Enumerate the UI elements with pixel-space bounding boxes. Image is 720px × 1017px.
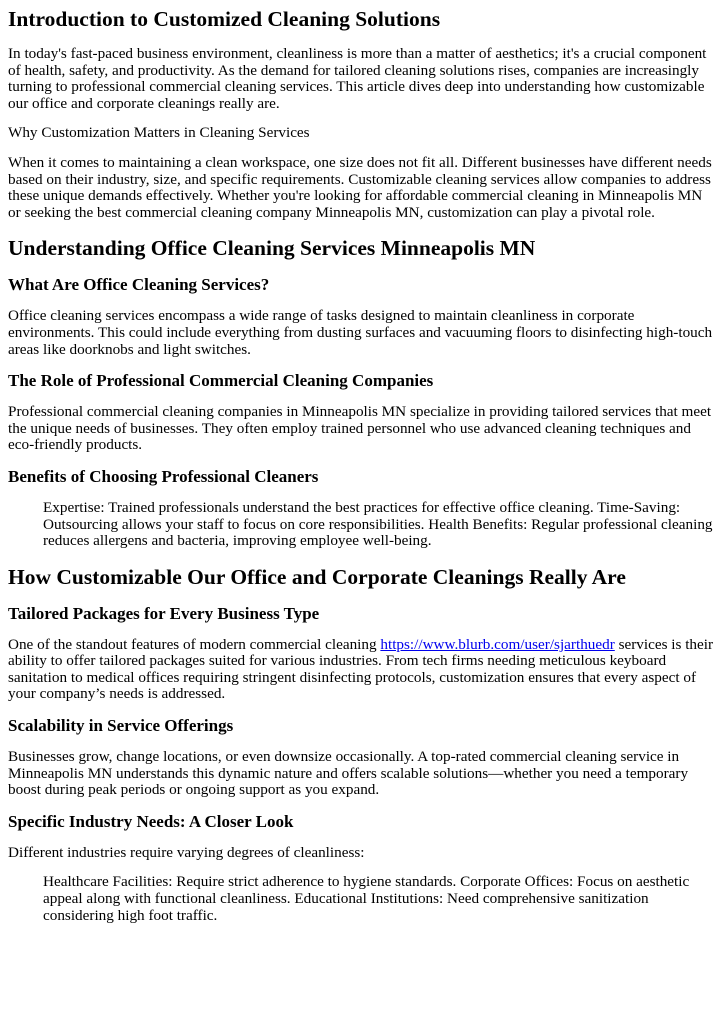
tailored-text-before: One of the standout features of modern commercial cleaning <box>8 635 381 653</box>
benefits-heading: Benefits of Choosing Professional Cleaners <box>8 466 319 486</box>
blurb-profile-link[interactable]: https://www.blurb.com/user/sjarthuedr <box>380 635 615 653</box>
scalability-heading: Scalability in Service Offerings <box>8 716 234 736</box>
benefits-list: Expertise: Trained professionals understand the best practices for effective office cleaning. Time-Saving: Outsourcing allows your staff to focus on core responsibilities. Health Benefits: Regular professional cleaning reduces allergens and bacteria, improving employee well-being. <box>43 498 713 550</box>
scalability-paragraph: Businesses grow, change locations, or even downsize occasionally. A top-rated commercial cleaning service in Minneapolis MN understands this dynamic nature and offers scalable solutions—whether you need a temporary boost during peak periods or ongoing support as you expand. <box>8 748 689 799</box>
what-are-paragraph: Office cleaning services encompass a wide range of tasks designed to maintain cleanliness in corporate environments. This could include everything from dusting surfaces and vacuuming floors to disinfecting high-touch areas like doorknobs and light switches. <box>8 307 713 358</box>
industry-list: Healthcare Facilities: Require strict adherence to hygiene standards. Corporate Offices: Focus on aesthetic appeal along with functional cleanliness. Educational Institutions: Need comprehensive sanitization considering high foot traffic. <box>43 873 690 924</box>
role-heading: The Role of Professional Commercial Cleaning Companies <box>8 371 434 391</box>
intro-paragraph: In today's fast-paced business environment, cleanliness is more than a matter of aesthetics; it's a crucial component of health, safety, and productivity. As the demand for tailored cleaning solutions rises, companies are increasingly turning to professional commercial cleaning services. This article dives deep into understanding how customizable our office and corporate cleanings really are. <box>8 45 707 112</box>
industry-paragraph: Different industries require varying degrees of cleanliness: <box>8 843 365 861</box>
customizable-title: How Customizable Our Office and Corporate Cleanings Really Are <box>8 564 626 589</box>
understanding-title: Understanding Office Cleaning Services Minneapolis MN <box>8 236 536 261</box>
tailored-paragraph <box>8 637 716 703</box>
why-customization-line: Why Customization Matters in Cleaning Services <box>8 124 310 142</box>
tailored-heading: Tailored Packages for Every Business Type <box>8 603 320 623</box>
role-paragraph: Professional commercial cleaning companies in Minneapolis MN specialize in providing tailored services that meet the unique needs of businesses. They often employ trained personnel who use advanced cleaning techniques and eco-friendly products. <box>8 403 712 454</box>
what-are-heading: What Are Office Cleaning Services? <box>8 275 270 295</box>
intro-title: Introduction to Customized Cleaning Solutions <box>8 7 441 31</box>
workspace-paragraph: When it comes to maintaining a clean workspace, one size does not fit all. Different businesses have different needs based on their industry, size, and specific requirements. Customizable cleaning services allow companies to address these unique demands effectively. Whether you're looking for affordable commercial cleaning in Minneapolis MN or seeking the best commercial cleaning company Minneapolis MN, customization can play a pivotal role. <box>8 153 712 221</box>
tailored-text-after: services is their ability to offer tailored packages suited for various industries. From tech firms needing meticulous keyboard sanitation to medical offices requiring stringent disinfecting protocols, customization ensures that every aspect of your company’s needs is addressed. <box>8 635 714 703</box>
industry-heading: Specific Industry Needs: A Closer Look <box>8 811 294 831</box>
